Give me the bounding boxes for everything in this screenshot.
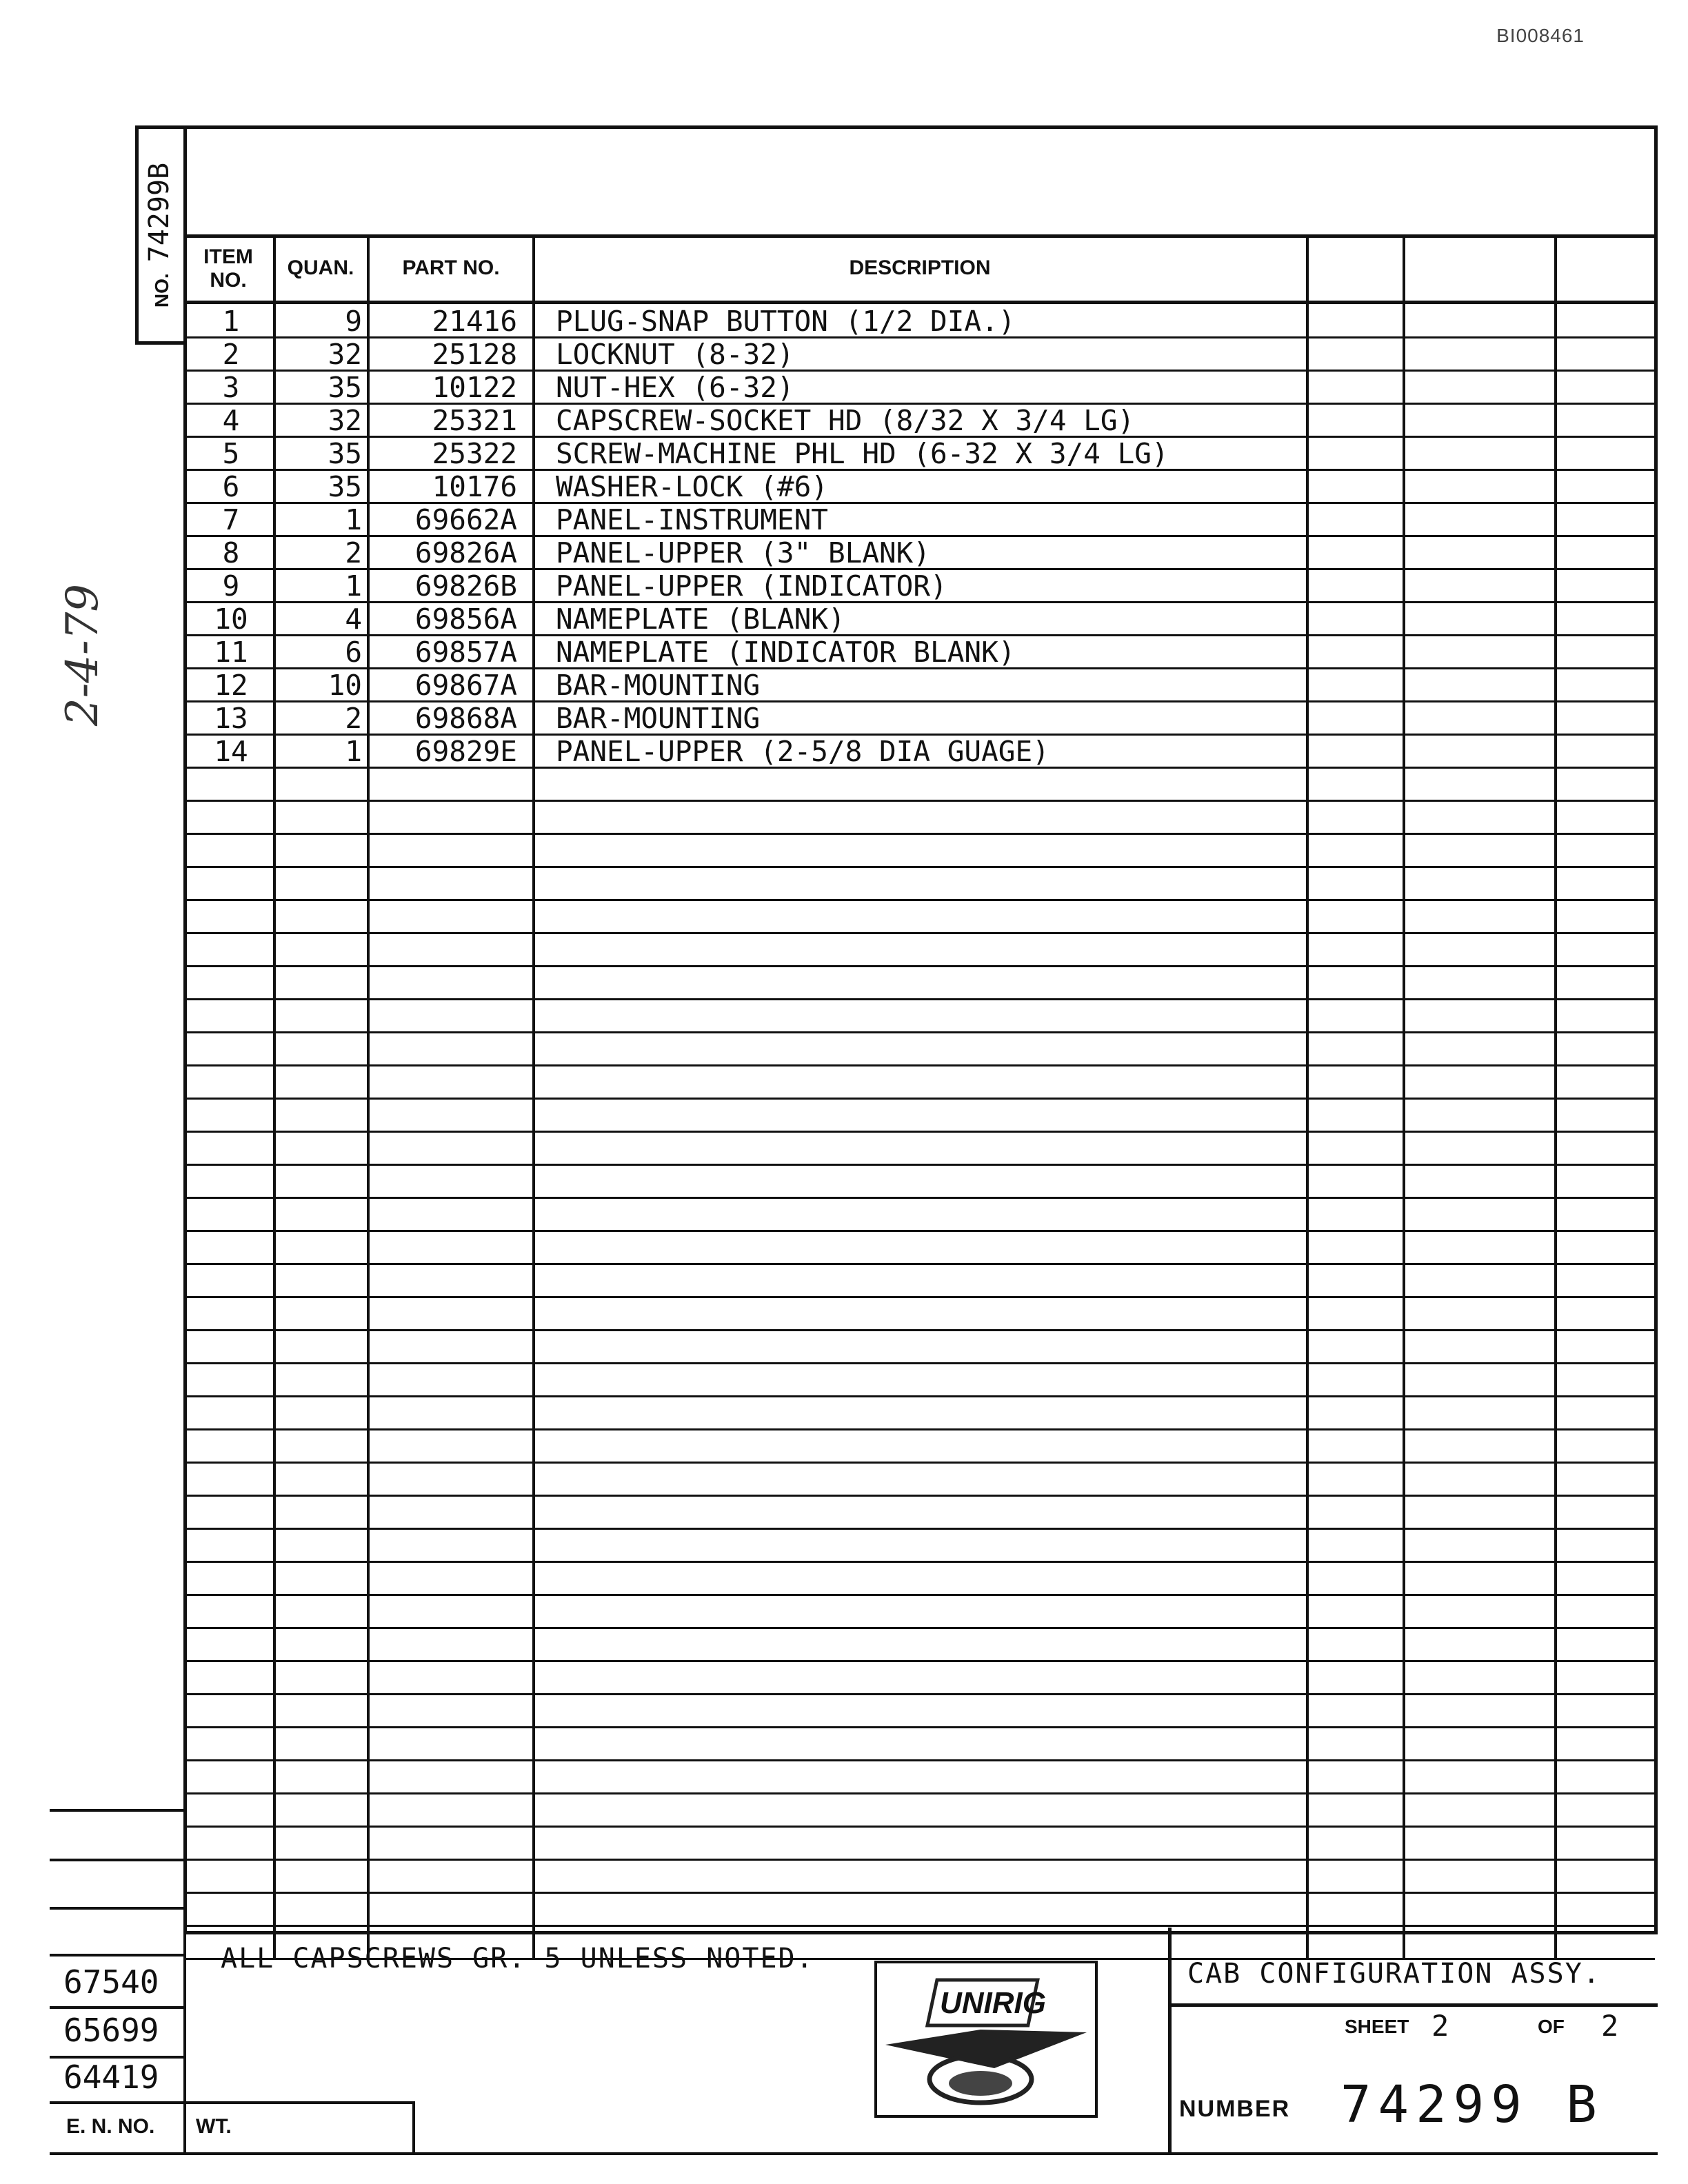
- table-row-rule: [186, 1329, 1655, 1331]
- eco-column-divider: [183, 1928, 186, 2155]
- eco-rule: [50, 2006, 186, 2009]
- table-cell-item: 11: [214, 636, 248, 669]
- table-cell-description: BAR-MOUNTING: [556, 669, 761, 702]
- table-cell-quantity: 10: [328, 669, 362, 702]
- table-cell-part-no: 69826A: [414, 536, 517, 569]
- table-column-rule: [1306, 234, 1309, 1958]
- table-cell-item: 10: [214, 603, 248, 636]
- table-cell-part-no: 69829E: [414, 735, 517, 768]
- table-cell-part-no: 69826B: [414, 569, 517, 603]
- table-cell-item: 4: [222, 404, 240, 437]
- eco-number: 64419: [63, 2059, 159, 2096]
- table-row-rule: [186, 1627, 1655, 1629]
- table-row-rule: [186, 1892, 1655, 1894]
- logo-text: UNIRIG: [940, 1986, 1046, 2020]
- document-id: BI008461: [1496, 25, 1585, 46]
- wt-box-divider: [412, 2101, 415, 2152]
- table-row-rule: [186, 1098, 1655, 1100]
- table-row-rule: [186, 1296, 1655, 1298]
- table-row-rule: [186, 1826, 1655, 1828]
- drawing-number-label: NO.: [151, 273, 172, 308]
- table-cell-description: LOCKNUT (8-32): [556, 338, 794, 371]
- table-cell-quantity: 32: [328, 338, 362, 371]
- table-cell-quantity: 6: [345, 636, 362, 669]
- unirig-logo-icon: [877, 1963, 1095, 2115]
- en-no-label: E. N. NO.: [66, 2115, 155, 2138]
- table-cell-part-no: 25322: [432, 437, 517, 470]
- table-cell-quantity: 35: [328, 437, 362, 470]
- table-cell-part-no: 25128: [432, 338, 517, 371]
- table-row-rule: [186, 1230, 1655, 1232]
- eco-rule: [50, 1907, 186, 1910]
- table-cell-description: NUT-HEX (6-32): [556, 371, 794, 404]
- approval-signature: 2-4-79: [57, 583, 108, 727]
- table-row-rule: [186, 1925, 1655, 1927]
- table-cell-item: 7: [222, 503, 240, 536]
- table-cell-description: SCREW-MACHINE PHL HD (6-32 X 3/4 LG): [556, 437, 1169, 470]
- table-cell-description: PANEL-INSTRUMENT: [556, 503, 828, 536]
- drawing-number-tab-text: [143, 163, 175, 307]
- table-row-rule: [186, 1197, 1655, 1199]
- table-row-rule: [186, 1362, 1655, 1364]
- table-row-rule: [186, 998, 1655, 1000]
- table-row-rule: [186, 1131, 1655, 1133]
- table-row-rule: [186, 833, 1655, 835]
- header-item-no: ITEM NO.: [203, 245, 253, 292]
- table-column-rule: [273, 234, 276, 1958]
- table-cell-description: NAMEPLATE (INDICATOR BLANK): [556, 636, 1016, 669]
- table-row-rule: [186, 1263, 1655, 1265]
- table-cell-quantity: 9: [345, 305, 362, 338]
- table-row-rule: [186, 1064, 1655, 1066]
- table-row-rule: [186, 1759, 1655, 1761]
- table-cell-part-no: 69857A: [414, 636, 517, 669]
- table-row-rule: [186, 1164, 1655, 1166]
- table-cell-item: 5: [222, 437, 240, 470]
- sheet-number: 2: [1431, 2009, 1449, 2043]
- header-rule-bottom: [183, 301, 1658, 304]
- table-row-rule: [186, 965, 1655, 967]
- table-column-rule: [1403, 234, 1405, 1958]
- table-cell-description: WASHER-LOCK (#6): [556, 470, 828, 503]
- table-cell-description: PANEL-UPPER (3" BLANK): [556, 536, 931, 569]
- table-cell-item: 12: [214, 669, 248, 702]
- table-row-rule: [186, 1660, 1655, 1662]
- table-cell-part-no: 69868A: [414, 702, 517, 735]
- header-part-no: PART NO.: [402, 256, 500, 279]
- table-row-rule: [186, 932, 1655, 934]
- table-cell-quantity: 2: [345, 536, 362, 569]
- table-row-rule: [186, 1561, 1655, 1563]
- header-quan: QUAN.: [287, 256, 354, 279]
- table-row-rule: [186, 1462, 1655, 1464]
- table-row-rule: [186, 1395, 1655, 1397]
- table-cell-quantity: 1: [345, 503, 362, 536]
- table-cell-description: PANEL-UPPER (INDICATOR): [556, 569, 947, 603]
- table-column-rule: [367, 234, 370, 1958]
- table-row-rule: [186, 1594, 1655, 1596]
- table-row-rule: [186, 1792, 1655, 1794]
- table-cell-item: 1: [222, 305, 240, 338]
- table-row-rule: [186, 899, 1655, 901]
- table-row-rule: [186, 866, 1655, 868]
- header-rule-top: [183, 234, 1658, 238]
- table-cell-item: 2: [222, 338, 240, 371]
- table-row-rule: [186, 1495, 1655, 1497]
- table-cell-quantity: 32: [328, 404, 362, 437]
- table-cell-description: BAR-MOUNTING: [556, 702, 761, 735]
- table-column-rule: [1554, 234, 1557, 1958]
- table-cell-item: 6: [222, 470, 240, 503]
- table-cell-quantity: 1: [345, 569, 362, 603]
- table-cell-part-no: 69856A: [414, 603, 517, 636]
- table-column-rule: [532, 234, 535, 1958]
- table-cell-item: 8: [222, 536, 240, 569]
- table-cell-description: CAPSCREW-SOCKET HD (8/32 X 3/4 LG): [556, 404, 1135, 437]
- table-cell-item: 3: [222, 371, 240, 404]
- general-note: ALL CAPSCREWS GR. 5 UNLESS NOTED.: [221, 1943, 814, 1974]
- sheet-label: SHEET: [1345, 2016, 1409, 2037]
- table-cell-part-no: 69867A: [414, 669, 517, 702]
- sheet-of-label: OF: [1538, 2016, 1565, 2037]
- eco-number: 65699: [63, 2012, 159, 2049]
- drawing-number: 74299 B: [1340, 2075, 1604, 2134]
- table-cell-quantity: 35: [328, 470, 362, 503]
- table-row-rule: [186, 1428, 1655, 1430]
- eco-rule: [50, 2101, 415, 2104]
- eco-rule: [50, 1954, 186, 1957]
- table-row-rule: [186, 1693, 1655, 1695]
- table-row-rule: [186, 800, 1655, 802]
- table-cell-item: 14: [214, 735, 248, 768]
- company-logo: [874, 1961, 1098, 2118]
- header-description: DESCRIPTION: [849, 256, 991, 279]
- page-bottom-rule: [50, 2152, 1658, 2155]
- table-cell-description: PLUG-SNAP BUTTON (1/2 DIA.): [556, 305, 1016, 338]
- eco-rule: [50, 1809, 186, 1812]
- eco-number: 67540: [63, 1963, 159, 2001]
- drawing-title: CAB CONFIGURATION ASSY.: [1187, 1958, 1601, 1990]
- title-block-divider: [1168, 2003, 1658, 2007]
- table-row-rule: [186, 1726, 1655, 1728]
- table-cell-part-no: 25321: [432, 404, 517, 437]
- table-cell-quantity: 1: [345, 735, 362, 768]
- table-cell-part-no: 69662A: [414, 503, 517, 536]
- sheet-total: 2: [1601, 2009, 1619, 2043]
- eco-rule: [50, 1859, 186, 1861]
- table-cell-quantity: 4: [345, 603, 362, 636]
- number-label: NUMBER: [1179, 2096, 1291, 2122]
- table-cell-part-no: 21416: [432, 305, 517, 338]
- table-cell-item: 13: [214, 702, 248, 735]
- table-cell-part-no: 10176: [432, 470, 517, 503]
- table-row-rule: [186, 1528, 1655, 1530]
- table-cell-description: NAMEPLATE (BLANK): [556, 603, 845, 636]
- table-cell-part-no: 10122: [432, 371, 517, 404]
- drawing-number-value: 74299B: [143, 162, 175, 263]
- table-row-rule: [186, 1031, 1655, 1033]
- approval-stamp: [57, 584, 108, 740]
- table-cell-quantity: 2: [345, 702, 362, 735]
- table-cell-quantity: 35: [328, 371, 362, 404]
- table-cell-item: 9: [222, 569, 240, 603]
- weight-label: WT.: [196, 2115, 232, 2138]
- table-row-rule: [186, 1859, 1655, 1861]
- table-cell-description: PANEL-UPPER (2-5/8 DIA GUAGE): [556, 735, 1049, 768]
